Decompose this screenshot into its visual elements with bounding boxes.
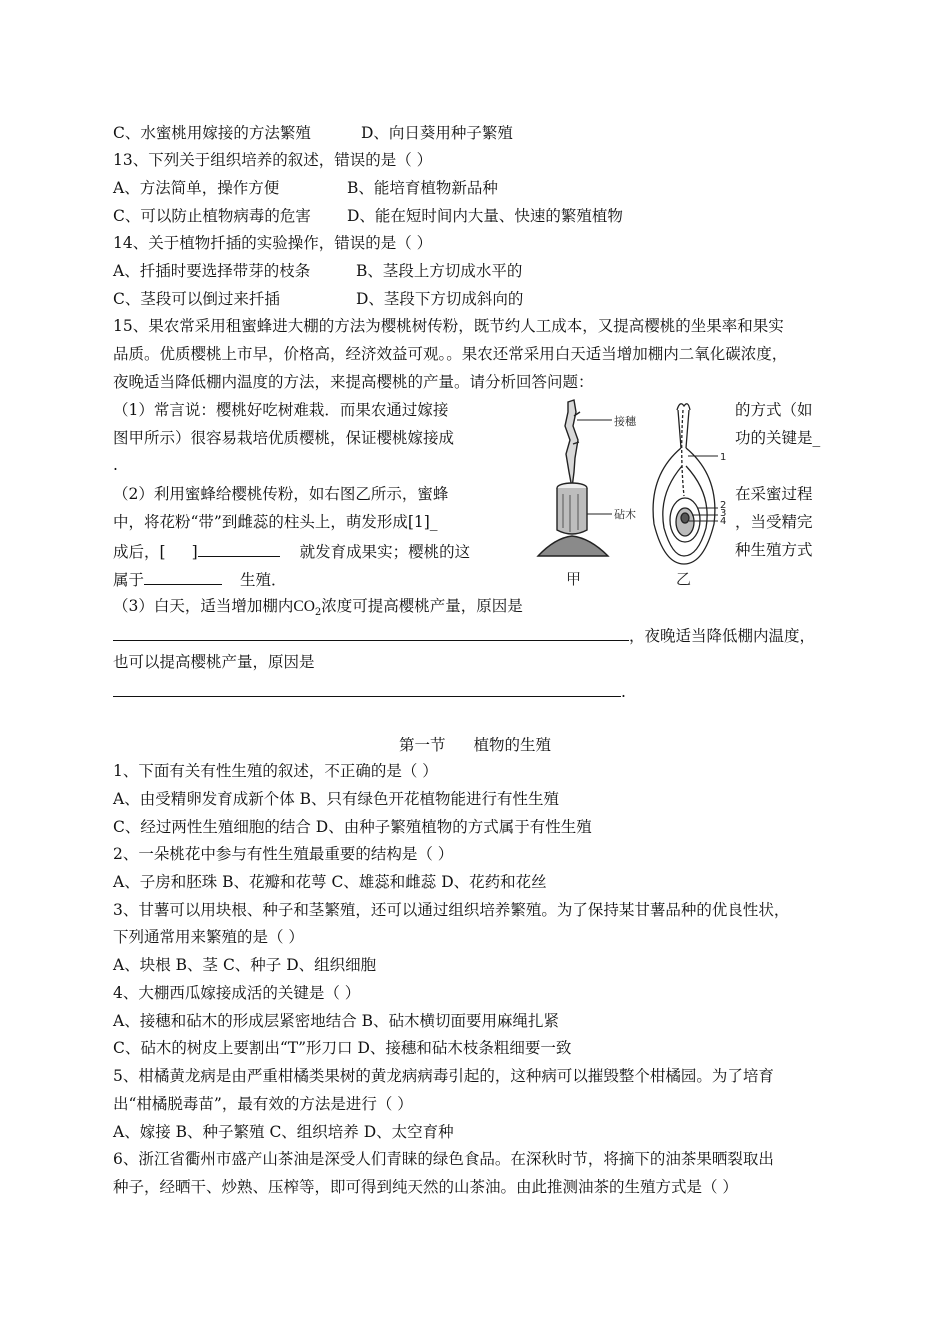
q13-stem: 13、下列关于组织培养的叙述，错误的是（ ）	[113, 151, 433, 169]
co2-formula: CO	[293, 598, 315, 615]
q15-s1-line3: .	[113, 456, 118, 474]
q13-options-cd	[113, 206, 623, 226]
p2-q1-options-ab: A、由受精卵发育成新个体 B、只有绿色开花植物能进行有性生殖	[113, 790, 560, 808]
q15-s3-line4-end: .	[621, 683, 626, 701]
section-name: 植物的生殖	[473, 736, 552, 754]
p2-q4-options-cd: C、砧木的树皮上要割出“T”形刀口 D、接穗和砧木枝条粗细要一致	[113, 1039, 572, 1057]
p2-q3-stem-line2: 下列通常用来繁殖的是（ ）	[113, 928, 304, 946]
q15-s2-line4-b: 生殖．	[240, 571, 287, 589]
stock-drawing	[538, 483, 612, 556]
q14-option-d: D、茎段下方切成斜向的	[356, 290, 524, 308]
label-num-1: 1	[720, 452, 727, 463]
q15-intro-line1: 15、果农常采用租蜜蜂进大棚的方法为樱桃树传粉，既节约人工成本，又提高樱桃的坐果率和果实	[113, 317, 784, 335]
q12-option-d: D、向日葵用种子繁殖	[361, 124, 513, 142]
q15-s3-line3: 也可以提高樱桃产量，原因是	[113, 653, 315, 671]
q12-options-cd	[113, 123, 513, 143]
q13-option-a: A、方法简单，操作方便	[113, 179, 280, 197]
answer-blank[interactable]	[144, 568, 222, 585]
section-title	[0, 733, 950, 755]
q12-option-c: C、水蜜桃用嫁接的方法繁殖	[113, 124, 311, 142]
q15-s3-line2-right: ，夜晚适当降低棚内温度，	[629, 627, 816, 645]
p2-q2-options: A、子房和胚珠 B、花瓣和花萼 C、雄蕊和雌蕊 D、花药和花丝	[113, 873, 547, 891]
section-number: 第一节	[398, 736, 446, 754]
q13-option-c: C、可以防止植物病毒的危害	[113, 207, 311, 225]
q14-stem: 14、关于植物扦插的实验操作，错误的是（ ）	[113, 234, 433, 252]
q15-s3-line2	[113, 624, 815, 646]
label-num-3: 3	[720, 508, 727, 519]
q15-s3-line1-a: （3）白天，适当增加棚内	[113, 597, 294, 615]
q15-s2-line1-left: （2）利用蜜蜂给樱桃传粉，如右图乙所示，蜜蜂	[113, 485, 449, 503]
caption-jia: 甲	[566, 570, 582, 588]
q14-option-b: B、茎段上方切成水平的	[356, 262, 523, 280]
q14-options-ab	[113, 261, 523, 281]
q14-option-a: A、扦插时要选择带芽的枝条	[113, 262, 311, 280]
p2-q3-options: A、块根 B、茎 C、种子 D、组织细胞	[113, 956, 377, 974]
p2-q6-stem-line2: 种子，经晒干、炒熟、压榨等，即可得到纯天然的山茶油。由此推测油茶的生殖方式是（ ）	[113, 1178, 738, 1196]
q15-s2-line4-a: 属于	[113, 571, 145, 589]
p2-q6-stem-line1: 6、浙江省衢州市盛产山茶油是深受人们青睐的绿色食品。在深秋时节，将摘下的油茶果晒裂取出	[113, 1150, 774, 1168]
q15-s3-line1	[113, 596, 523, 623]
q15-s1-line1-right: 的方式（如	[735, 401, 813, 419]
q15-s1-line2-left: 图甲所示）很容易栽培优质樱桃，保证樱桃嫁接成	[113, 429, 455, 447]
p2-q5-stem-line1: 5、柑橘黄龙病是由严重柑橘类果树的黄龙病病毒引起的，这种病可以摧毁整个柑橘园。为了培育	[113, 1067, 774, 1085]
q13-options-ab	[113, 178, 498, 198]
q15-intro-line3: 夜晚适当降低棚内温度的方法，来提高樱桃的产量。请分析回答问题：	[113, 373, 594, 391]
q13-option-b: B、能培育植物新品种	[347, 179, 498, 197]
q15-s3-line4	[113, 680, 626, 702]
q14-option-c: C、茎段可以倒过来扦插	[113, 290, 280, 308]
p2-q4-options-ab: A、接穗和砧木的形成层紧密地结合 B、砧木横切面要用麻绳扎紧	[113, 1012, 560, 1030]
label-num-4: 4	[720, 516, 727, 527]
p2-q4-stem: 4、大棚西瓜嫁接成活的关键是（ ）	[113, 984, 361, 1002]
label-num-2: 2	[720, 500, 727, 511]
answer-blank[interactable]	[113, 624, 629, 641]
p2-q1-stem: 1、下面有关有性生殖的叙述，不正确的是（ ）	[113, 762, 438, 780]
p2-q5-stem-line2: 出“柑橘脱毒苗”，最有效的方法是进行（ ）	[113, 1095, 413, 1113]
p2-q1-options-cd: C、经过两性生殖细胞的结合 D、由种子繁殖植物的方式属于有性生殖	[113, 818, 592, 836]
q15-s2-line1-right: 在采蜜过程	[735, 485, 813, 503]
caption-yi: 乙	[676, 570, 692, 588]
q15-s2-line3	[113, 540, 470, 562]
p2-q3-stem-line1: 3、甘薯可以用块根、种子和茎繁殖，还可以通过组织培养繁殖。为了保持某甘薯品种的优良性状，	[113, 901, 790, 919]
q15-s2-line3-c: 就发育成果实；樱桃的这	[299, 543, 471, 561]
p2-q5-options: A、嫁接 B、种子繁殖 C、组织培养 D、太空育种	[113, 1123, 454, 1141]
q15-s1-line2-right: 功的关键是_	[735, 429, 821, 447]
q15-s3-line1-b: 浓度可提高樱桃产量，原因是	[321, 597, 523, 615]
q15-s2-line3-a: 成后，[	[113, 543, 166, 561]
q15-s1-line1-left: （1）常言说：樱桃好吃树难栽．而果农通过嫁接	[113, 401, 449, 419]
q14-options-cd	[113, 289, 524, 309]
q15-s2-line3-right: 种生殖方式	[735, 541, 813, 559]
answer-blank[interactable]	[198, 540, 280, 557]
pistil-drawing	[653, 404, 718, 564]
answer-blank[interactable]	[113, 680, 621, 697]
q15-s2-line3-b: ]	[191, 543, 198, 561]
q15-s2-line4	[113, 568, 287, 590]
q13-option-d: D、能在短时间内大量、快速的繁殖植物	[347, 207, 623, 225]
q15-s2-line2-right: ，当受精完	[735, 513, 813, 531]
grafting-pollination-figure	[530, 396, 735, 592]
p2-q2-stem: 2、一朵桃花中参与有性生殖最重要的结构是（ ）	[113, 845, 454, 863]
q15-intro-line2: 品质。优质樱桃上市早，价格高，经济效益可观。。果农还常采用白天适当增加棚内二氧化碳浓度，	[113, 345, 788, 363]
co2-subscript: 2	[314, 607, 322, 619]
scion-drawing	[565, 400, 612, 488]
label-stock: 砧木	[614, 508, 636, 521]
label-scion: 接穗	[614, 415, 636, 428]
q15-s2-line2-left: 中，将花粉“带”到雌蕊的柱头上，萌发形成[1]_	[113, 513, 438, 531]
